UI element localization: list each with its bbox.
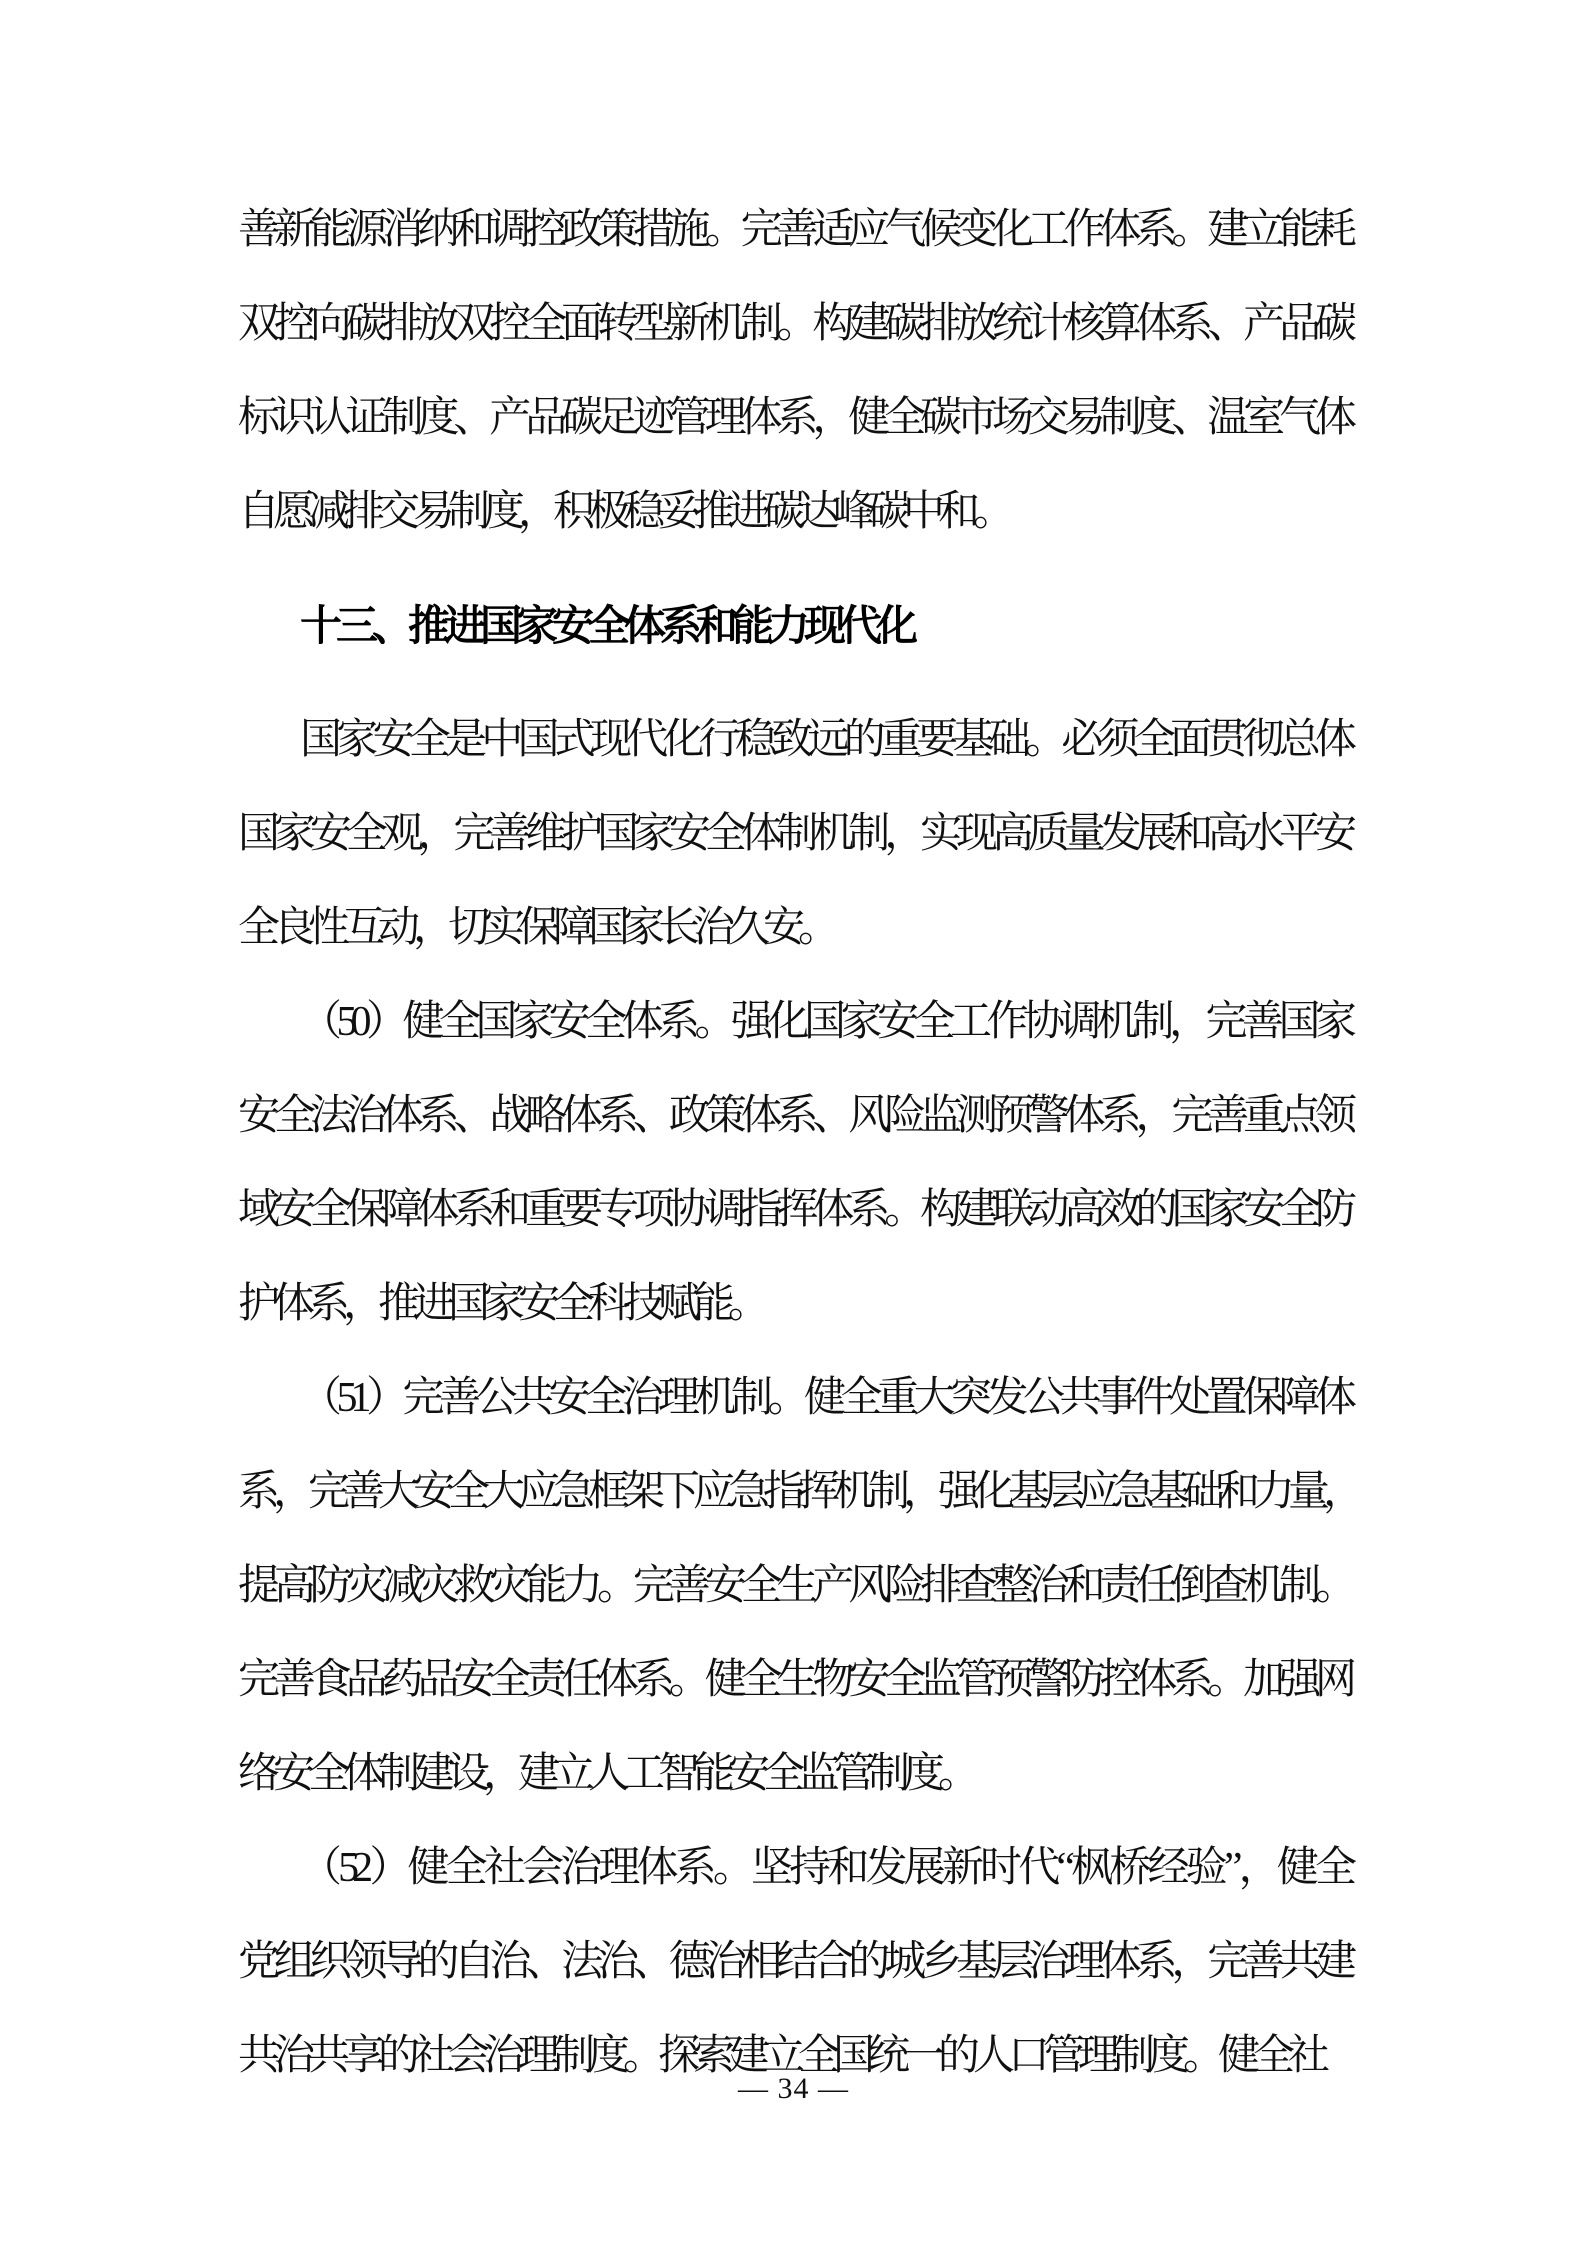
text-line: 系，完善大安全大应急框架下应急指挥机制，强化基层应急基础和力量， bbox=[238, 1469, 1359, 1515]
section-heading bbox=[238, 579, 1350, 673]
text-line: 标识认证制度、产品碳足迹管理体系，健全碳市场交易制度、温室气体 bbox=[238, 395, 1350, 441]
document-body bbox=[238, 183, 1359, 2103]
paragraph-item-50 bbox=[238, 975, 1350, 1351]
section-heading-text: 十三、推进国家安全体系和能力现代化 bbox=[300, 602, 913, 649]
text-line: 双控向碳排放双控全面转型新机制。构建碳排放统计核算体系、产品碳 bbox=[238, 301, 1350, 347]
text-line: 共治共享的社会治理制度。探索建立全国统一的人口管理制度。健全社 bbox=[238, 2033, 1324, 2079]
text-line: （50）健全国家安全体系。强化国家安全工作协调机制，完善国家 bbox=[300, 999, 1350, 1045]
text-line: 善新能源消纳和调控政策措施。完善适应气候变化工作体系。建立能耗 bbox=[238, 207, 1350, 253]
paragraph-item-51 bbox=[238, 1351, 1359, 1821]
text-line: 护体系，推进国家安全科技赋能。 bbox=[238, 1281, 764, 1327]
text-line: 安全法治体系、战略体系、政策体系、风险监测预警体系，完善重点领 bbox=[238, 1093, 1350, 1139]
text-line: 域安全保障体系和重要专项协调指挥体系。构建联动高效的国家安全防 bbox=[238, 1187, 1350, 1233]
page-number: — 34 — bbox=[738, 2072, 849, 2105]
paragraph-carbon-policy bbox=[238, 183, 1350, 559]
text-line: （52）健全社会治理体系。坚持和发展新时代“枫桥经验”，健全 bbox=[300, 1845, 1350, 1891]
text-line: 自愿减排交易制度，积极稳妥推进碳达峰碳中和。 bbox=[238, 489, 1009, 535]
text-line: 提高防灾减灾救灾能力。完善安全生产风险排查整治和责任倒查机制。 bbox=[238, 1563, 1350, 1609]
text-line: 国家安全是中国式现代化行稳致远的重要基础。必须全面贯彻总体 bbox=[300, 717, 1350, 763]
text-line: 络安全体制建设，建立人工智能安全监管制度。 bbox=[238, 1751, 974, 1797]
paragraph-national-security-intro bbox=[238, 693, 1350, 975]
text-line: （51）完善公共安全治理机制。健全重大突发公共事件处置保障体 bbox=[300, 1375, 1350, 1421]
text-line: 党组织领导的自治、法治、德治相结合的城乡基层治理体系，完善共建 bbox=[238, 1939, 1350, 1985]
text-line: 完善食品药品安全责任体系。健全生物安全监管预警防控体系。加强网 bbox=[238, 1657, 1350, 1703]
text-line: 国家安全观，完善维护国家安全体制机制，实现高质量发展和高水平安 bbox=[238, 811, 1350, 857]
text-line: 全良性互动，切实保障国家长治久安。 bbox=[238, 905, 834, 951]
paragraph-item-52 bbox=[238, 1821, 1350, 2103]
